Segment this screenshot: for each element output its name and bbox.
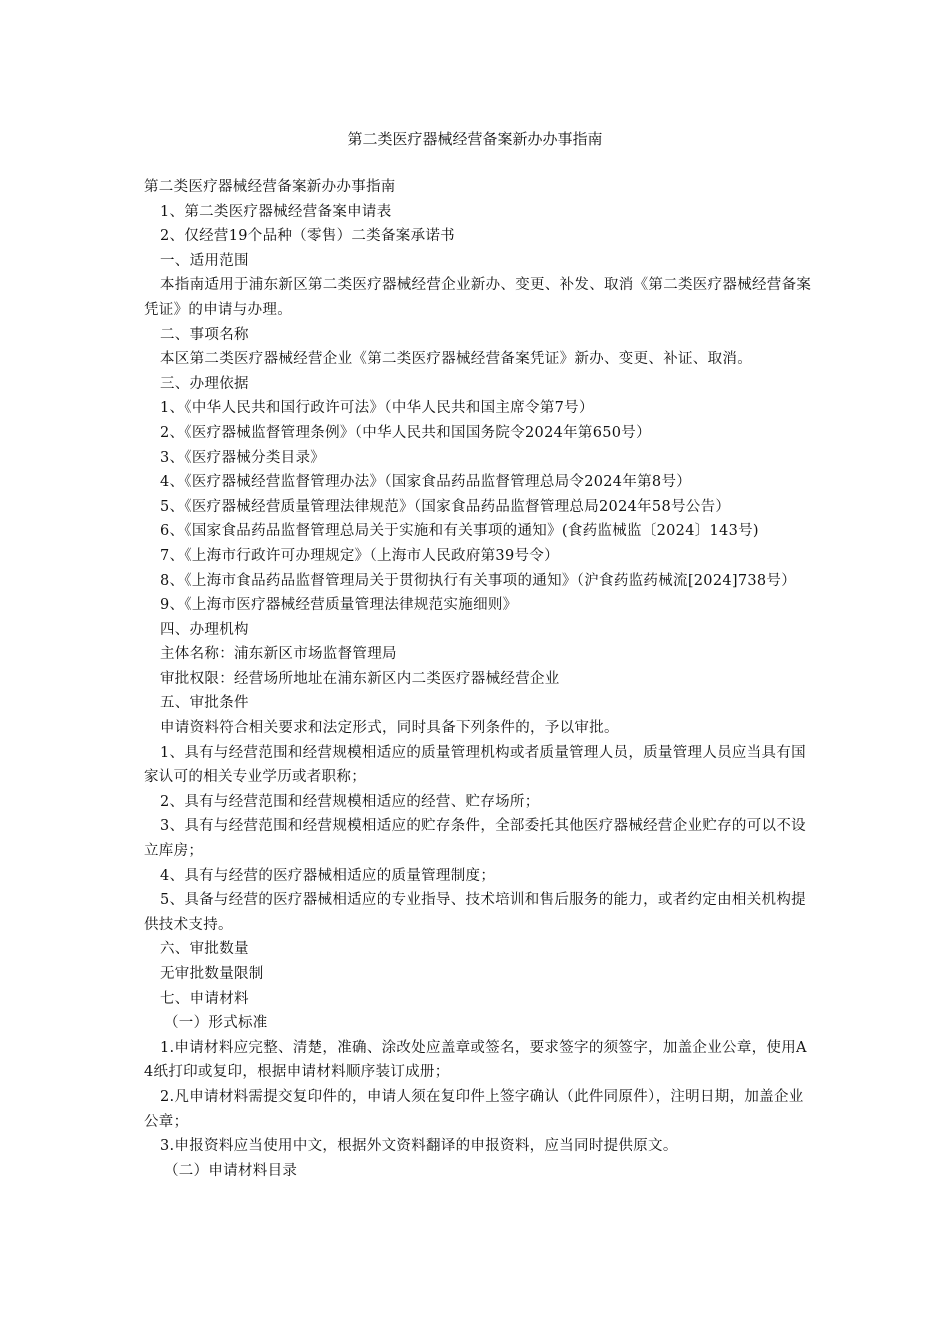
document-paragraph: 4、《医疗器械经营监督管理办法》（国家食品药品监督管理总局令2024年第8号） bbox=[160, 474, 692, 491]
document-paragraph: 1、具有与经营范围和经营规模相适应的质量管理机构或者质量管理人员，质量管理人员应当具有国家认可的相关专业学历或者职称； bbox=[144, 744, 806, 786]
document-paragraph: 3.申报资料应当使用中文，根据外文资料翻译的申报资料，应当同时提供原文。 bbox=[160, 1138, 678, 1155]
document-paragraph: 8、《上海市食品药品监督管理局关于贯彻执行有关事项的通知》（沪食药监药械流[2024]738号） bbox=[160, 572, 797, 589]
document-paragraph: （二）申请材料目录 bbox=[164, 1162, 298, 1179]
document-paragraph: 3、具有与经营范围和经营规模相适应的贮存条件，全部委托其他医疗器械经营企业贮存的可以不设立库房； bbox=[144, 818, 806, 860]
document-paragraph: 2.凡申请材料需提交复印件的，申请人须在复印件上签字确认（此件同原件），注明日期，加盖企业公章； bbox=[144, 1088, 804, 1130]
document-paragraph: 3、《医疗器械分类目录》 bbox=[160, 449, 326, 466]
document-paragraph: 2、具有与经营范围和经营规模相适应的经营、贮存场所； bbox=[160, 793, 540, 810]
document-title: 第二类医疗器械经营备案新办办事指南 bbox=[347, 130, 603, 148]
document-paragraph: 5、《医疗器械经营质量管理法律规范》（国家食品药品监督管理总局2024年58号公告） bbox=[160, 498, 731, 515]
document-paragraph: 2、《医疗器械监督管理条例》（中华人民共和国国务院令2024年第650号） bbox=[160, 424, 651, 441]
document-body bbox=[144, 175, 814, 1183]
document-paragraph: 4、具有与经营的医疗器械相适应的质量管理制度； bbox=[160, 867, 496, 884]
document-paragraph: 1、《中华人民共和国行政许可法》（中华人民共和国主席令第7号） bbox=[160, 400, 594, 417]
document-paragraph: （一）形式标准 bbox=[164, 1015, 268, 1032]
document-paragraph: 审批权限：经营场所地址在浦东新区内二类医疗器械经营企业 bbox=[160, 670, 560, 687]
document-paragraph: 7、《上海市行政许可办理规定》（上海市人民政府第39号令） bbox=[160, 547, 559, 564]
document-paragraph: 主体名称：浦东新区市场监督管理局 bbox=[160, 646, 397, 663]
document-paragraph: 一、适用范围 bbox=[160, 252, 249, 269]
document-paragraph: 二、事项名称 bbox=[160, 326, 249, 343]
document-paragraph: 2、仅经营19个品种（零售）二类备案承诺书 bbox=[160, 228, 455, 245]
document-paragraph: 五、审批条件 bbox=[160, 695, 249, 712]
document-paragraph: 本区第二类医疗器械经营企业《第二类医疗器械经营备案凭证》新办、变更、补证、取消。 bbox=[160, 351, 752, 368]
document-paragraph: 1.申请材料应完整、清楚，准确、涂改处应盖章或签名，要求签字的须签字，加盖企业公章，使用A4纸打印或复印，根据申请材料顺序装订成册； bbox=[144, 1039, 807, 1081]
document-paragraph: 六、审批数量 bbox=[160, 941, 249, 958]
document-paragraph: 6、《国家食品药品监督管理总局关于实施和有关事项的通知》(食药监械监〔2024〕143号) bbox=[160, 523, 759, 540]
document-paragraph: 申请资料符合相关要求和法定形式，同时具备下列条件的，予以审批。 bbox=[160, 720, 619, 737]
document-paragraph: 本指南适用于浦东新区第二类医疗器械经营企业新办、变更、补发、取消《第二类医疗器械经营备案凭证》的申请与办理。 bbox=[144, 277, 812, 318]
document-paragraph: 9、《上海市医疗器械经营质量管理法律规范实施细则》 bbox=[160, 597, 518, 614]
document-paragraph: 第二类医疗器械经营备案新办办事指南 bbox=[144, 179, 396, 195]
document-paragraph: 5、具备与经营的医疗器械相适应的专业指导、技术培训和售后服务的能力，或者约定由相关机构提供技术支持。 bbox=[144, 892, 806, 933]
document-paragraph: 无审批数量限制 bbox=[160, 966, 264, 982]
document-paragraph: 1、第二类医疗器械经营备案申请表 bbox=[160, 203, 392, 220]
document-paragraph: 七、申请材料 bbox=[160, 990, 249, 1007]
document-paragraph: 四、办理机构 bbox=[160, 621, 249, 638]
document-paragraph: 三、办理依据 bbox=[160, 375, 249, 392]
